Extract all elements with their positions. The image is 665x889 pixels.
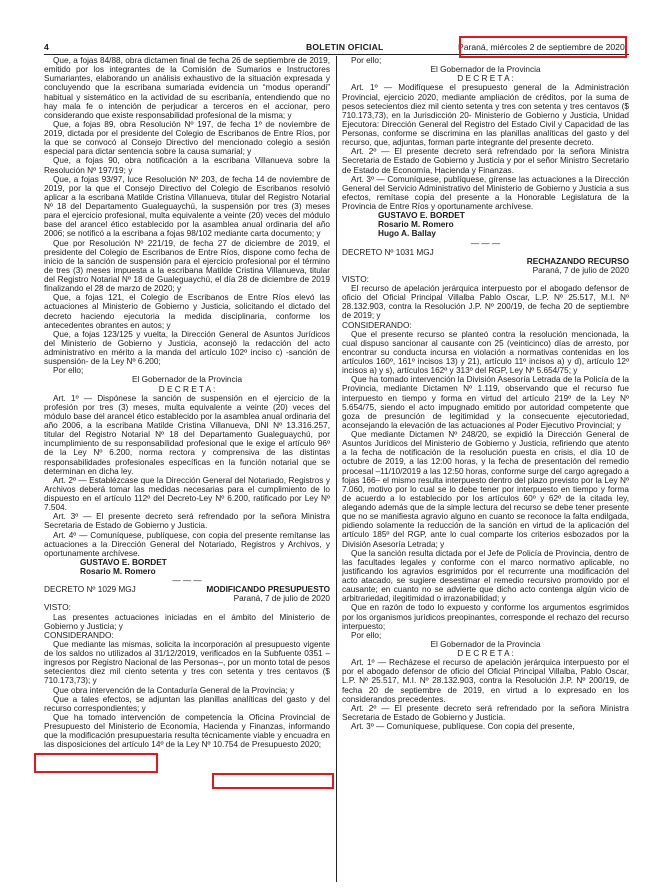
- article: Art. 1º — Modifíquese el presupuesto general de la Administración Provincial, ejercicio 2020, mediante ampliación de créditos, por la suma de pesos setecientos diez mil ciento setenta y tres con setenta y tres centavos ($ 710.173,73), en la Jurisdicción 20- Ministerio de Gobierno y Justicia, Unidad Ejecutora: Dirección General del Registro del Estado Civil y Capacidad de las Personas, conforme se discrimina en las planillas analíticas del gasto y del recurso, que, adjuntas, forman parte integrante del presente decreto.: [342, 83, 629, 148]
- paragraph: Que obra intervención de la Contaduría General de la Provincia; y: [53, 685, 295, 695]
- article: Art. 1º — Dispónese la sanción de suspensión en el ejercicio de la profesión por tres (3) meses, multa equivalente a veinte (20) veces del módulo base del arancel ético establecido por la asamblea anual ordinaria del año 2006, a la escribana Matilde Cristina Villanueva, DNI Nº 13.316.257, titular del Registro Notarial Nº 18 del Departamento Gualeguaychú, por incumplimiento de su responsabilidad profesional que le exige el artículo 96º de la Ley Nº 6.200, norma rectora y comprensiva de las distintas responsabilidades profesionales específicas en la función notarial que se determinan en dicha ley.: [44, 393, 330, 476]
- section-separator: — — —: [470, 238, 501, 248]
- paragraph: Que, a fojas 84/88, obra dictamen final de fecha 26 de septiembre de 2019, emitido por los integrantes de la Comisión de Sumarios e Instructores Sumariantes, elaborando un análisis exhaustivo de la situación expresada y concluyendo que la escribana sumariada evidencia un “modus operandi” habitual y sistemático en la actividad de su escribanía, entendiendo que no hay mala fe o intención de perjudicar a terceros en el accionar, pero considerando que existe responsabilidad profesional de la misma; y: [44, 56, 330, 120]
- decreta-heading: D E C R E T A :: [457, 649, 514, 659]
- page-number: 4: [44, 42, 49, 52]
- highlight-box-decree-number: [34, 753, 158, 773]
- decree-header: [44, 585, 330, 594]
- paragraph: Que mediante las mismas, solicita la incorporación al presupuesto vigente de los saldos no utilizados al 31/12/2019, verificados en la Subfuente 0351 –ingresos por Registro Nacional de las Personas–, por un monto total de pesos setecientos diez mil ciento setenta y tres con setenta y tres centavos ($ 710.173,73); y: [44, 639, 330, 686]
- column-separator: [336, 56, 337, 882]
- paragraph: Por ello;: [351, 630, 382, 640]
- visto-heading: VISTO:: [342, 274, 369, 284]
- paragraph: Que a tales efectos, se adjuntan las planillas analíticas del gasto y del recurso correspondientes; y: [44, 694, 330, 713]
- signature-minister-economy: Hugo A. Ballay: [378, 229, 436, 239]
- paragraph: Que en razón de todo lo expuesto y conforme los argumentos esgrimidos por los organismos jurídicos preopinantes, corresponde el rechazo del recurso interpuesto;: [342, 603, 629, 631]
- decreta-heading: D E C R E T A :: [158, 384, 216, 394]
- decree-number: DECRETO Nº 1029 MGJ: [44, 585, 136, 595]
- paragraph: Por ello;: [53, 366, 84, 376]
- paragraph: El recurso de apelación jerárquica interpuesto por el abogado defensor de oficio del Oficial Principal Villalba Pablo Oscar, L.P. Nº 25.517, M.I. Nº 28.132.903, contra la Resolución J.P. Nº 200/19, de fecha 20 de septiembre de 2019; y: [342, 284, 629, 321]
- section-separator: — — —: [172, 576, 202, 586]
- signature-governor: GUSTAVO E. BORDET: [378, 211, 465, 221]
- considerando-heading: CONSIDERANDO:: [342, 320, 412, 330]
- header-date: Paraná, miércoles 2 de septiembre de 2020: [458, 42, 625, 52]
- article: Art. 2º — Establézcase que la Dirección General del Notariado, Registros y Archivos deberá tomar las medidas necesarias para el cumplimiento de lo dispuesto en el artículo 112º del Decreto-Ley Nº 6.200, ratificado por Ley Nº 7.504.: [44, 475, 330, 513]
- decree-title: MODIFICANDO PRESUPUESTO: [206, 585, 330, 595]
- right-column: [342, 56, 629, 731]
- decree-number: DECRETO Nº 1031 MGJ: [342, 247, 434, 257]
- visto-heading: VISTO:: [44, 603, 71, 613]
- paragraph: Que, a fojas 90, obra notificación a la escribana Villanueva sobre la Resolución Nº 197/19; y: [44, 156, 330, 175]
- signature-governor: GUSTAVO E. BORDET: [80, 557, 167, 567]
- publication-title: BOLETIN OFICIAL: [306, 42, 384, 52]
- paragraph: Que, a fojas 93/97, luce Resolución Nº 203, de fecha 14 de noviembre de 2019, por la que el Consejo Directivo del Colegio de Escribanos resolvió aplicar a la escribana Matilde Cristina Villanueva, titular del Registro Notarial Nº 18 del Departamento Gualeguaychú, la suspensión por tres (3) meses para el ejercicio profesional, multa equivalente a veinte (20) veces del módulo base del arancel ético establecido por la asamblea anual ordinaria del año 2006; se notificó a la escribana a fojas 98/102 mediante carta documento; y: [44, 174, 330, 239]
- paragraph: Que ha tomado intervención la División Asesoría Letrada de la Policía de la Provincia, mediante Dictamen Nº 1.119, observando que el recurso fue interpuesto en tiempo y forma en virtud del artículo 219º de la Ley Nº 5.654/75, siendo el acto impugnado emitido por autoridad competente que goza de presunción de legitimidad y la consecuente ejecutoriedad, aconsejando la elevación de las actuaciones al Poder Ejecutivo Provincial; y: [342, 375, 629, 430]
- considerando-heading: CONSIDERANDO:: [44, 630, 114, 640]
- article: Art. 2º — El presente decreto será refrendado por la señora Ministra Secretaria de Estado de Gobierno y Justicia.: [342, 703, 629, 722]
- highlight-box-header-date: [459, 36, 627, 58]
- signature-minister: Rosario M. Romero: [378, 220, 454, 230]
- highlight-box-decree-date: [212, 773, 334, 789]
- article: Art. 4º — Comuníquese, publíquese, con copia del presente remítanse las actuaciones a la Dirección General del Notariado, Registros y Archivos, y oportunamente archívese.: [44, 530, 330, 558]
- paragraph: Por ello;: [351, 56, 382, 65]
- article: Art. 3º — Comuníquese, publíquese, gírense las actuaciones a la Dirección General del Servicio Administrativo del Ministerio de Gobierno y Justicia a sus efectos, remítase copia del presente a la Honorable Legislatura de la Provincia de Entre Ríos y oportunamente archívese.: [342, 174, 629, 211]
- left-column: [44, 56, 330, 749]
- paragraph: Las presentes actuaciones iniciadas en el ámbito del Ministerio de Gobierno y Justicia; y: [44, 612, 330, 631]
- paragraph: Que el presente recurso se planteó contra la resolución mencionada, la cual dispuso sancionar al causante con 25 (veinticinco) días de arresto, por encontrar su conducta incursa en violación a normativas contenidas en los artículos 160º, 161º incisos 13) y 21), artículo 11º incisos a) y d), artículo 12º incisos a) y s), artículos 162º y 313º del RGP, Ley Nº 5.654/75; y: [342, 329, 629, 376]
- signature-minister: Rosario M. Romero: [80, 567, 156, 576]
- paragraph: Que, a fojas 89, obra Resolución Nº 197, de fecha 1º de noviembre de 2019, dictada por el presidente del Colegio de Escribanos de Entre Ríos, por la que se convocó al Consejo Directivo del mencionado colegio a sesión especial para dictar sentencia sobre la causa sumarial; y: [44, 119, 330, 157]
- decree-date: Paraná, 7 de julio de 2020: [233, 594, 330, 604]
- decree-title: RECHAZANDO RECURSO: [526, 256, 629, 266]
- paragraph: Que por Resolución Nº 221/19, de fecha 27 de diciembre de 2019, el presidente del Colegio de Escribanos de Entre Ríos, dispone como fecha de inicio de la sanción de suspensión para el ejercicio profesional por el término de tres (3) meses impuesta a la escribana Matilde Cristina Villanueva, titular del Registro Notarial Nº 18 de Gualeguaychú, el día 28 de diciembre de 2019 finalizando el 28 de marzo de 2020; y: [44, 238, 330, 294]
- paragraph: Que la sanción resulta dictada por el Jefe de Policía de Provincia, dentro de las facultades legales y conforme con el marco normativo aplicable, no justificando los agravios esgrimidos por el recurrente una modificación del acto atacado, se sugiere desestimar el remedio recursivo promovido por el causante; en cuanto no se advierte que dicho acto contenga algún vicio de arbitrariedad, ilegitimidad o irrazonabilidad; y: [342, 548, 629, 604]
- governor-heading: El Gobernador de la Provincia: [131, 375, 243, 385]
- article: Art. 3º — El presente decreto será refrendado por la señora Ministra Secretaria de Estado de Gobierno y Justicia.: [44, 512, 330, 531]
- decree-date: Paraná, 7 de julio de 2020: [532, 265, 629, 275]
- paragraph: Que, a fojas 123/125 y vuelta, la Dirección General de Asuntos Jurídicos del Ministerio de Gobierno y Justicia, aconsejó la redacción del acto administrativo en mérito a la manda del artículo 102º inciso c) -sanción de suspensión- de la Ley Nº 6.200;: [44, 329, 330, 367]
- paragraph: Que ha tomado intervención de competencia la Oficina Provincial de Presupuesto del Ministerio de Economía, Hacienda y Finanzas, informando que la modificación presupuestaria resulta técnicamente viable y encuadra en las disposiciones del artículo 14º de la Ley Nº 10.754 de Presupuesto 2020;: [44, 712, 330, 750]
- paragraph: Que, a fojas 121, el Colegio de Escribanos de Entre Ríos elevó las actuaciones al Ministerio de Gobierno y Justicia, solicitando el dictado del decreto haciendo ejecutoria la medida disciplinaria, conforme los antecedentes obrantes en autos; y: [44, 293, 330, 330]
- article: Art. 3º — Comuníquese, publíquese. Con copia del presente,: [351, 722, 575, 732]
- article: Art. 1º — Recházese el recurso de apelación jerárquica interpuesto por el por el abogado defensor de oficio del Oficial Principal Villalba, Pablo Oscar, L.P. Nº 25.517, M.I. Nº 28.132.903, contra la Resolución J.P. Nº 200/19, de fecha 20 de septiembre de 2019, en virtud a lo expresado en los considerandos precedentes.: [342, 658, 629, 704]
- governor-heading: El Gobernador de la Provincia: [430, 639, 541, 649]
- paragraph: Que mediante Dictamen Nº 248/20, se expidió la Dirección General de Asuntos Jurídicos del Ministerio de Gobierno y Justicia, refiriendo que atento a la fecha de notificación de la resolución puesta en crisis, el día 10 de octubre de 2019, a las 12:00 horas, y la fecha de presentación del remedio procesal –11/10/2019 a las 12:50 horas, conforme surge del cargo agregado a fojas 166– el mismo resulta interpuesto dentro del plazo previsto por la Ley Nº 7.060, motivo por lo cual se lo debe tener por interpuesto en tiempo y forma de acuerdo a lo establecido por los artículos 60º y 62º de la citada ley, alegando además que de la simple lectura del recurso se debe tener presente que no se manifiesta agravio alguno en cuanto se reconoce la falta endilgada, pidiendo solamente la reducción de la sanción en virtud de la aplicación del artículo 185º del RGP, ante lo cual comparte los criterios esbozados por la División Asesoría Letrada; y: [342, 430, 629, 549]
- decree-header: [342, 248, 629, 257]
- decreta-heading: D E C R E T A :: [457, 74, 514, 84]
- article: Art. 2º — El presente decreto será refrendado por la señora Ministra Secretaria de Estado de Gobierno y Justicia y por el señor Ministro Secretario de Estado de Economía, Hacienda y Finanzas.: [342, 147, 629, 175]
- governor-heading: El Gobernador de la Provincia: [430, 65, 541, 75]
